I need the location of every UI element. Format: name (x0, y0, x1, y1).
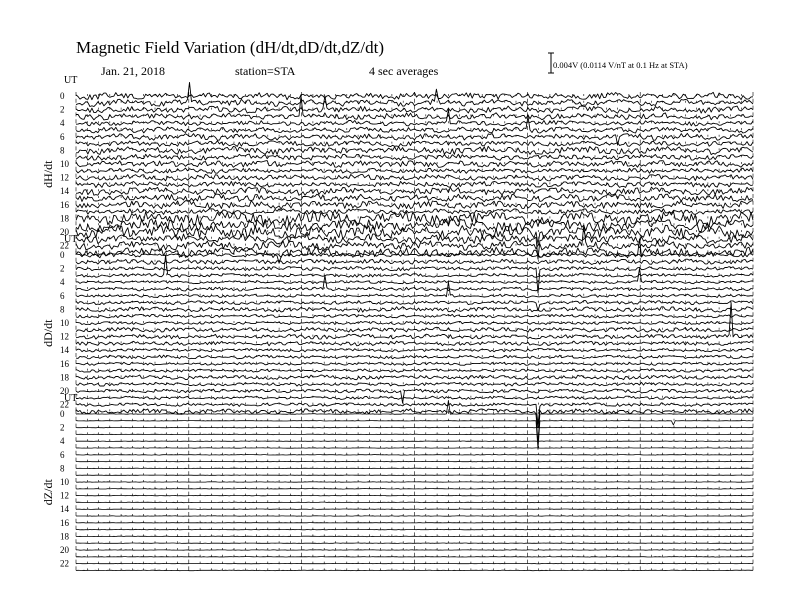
ut-label: UT (64, 393, 78, 404)
hour-tick-label: 20 (60, 386, 69, 396)
hour-tick-label: 0 (60, 250, 65, 260)
hour-tick-label: 4 (60, 277, 65, 288)
scale-label: 0.004V (0.0114 V/nT at 0.1 Hz at STA) (553, 60, 688, 70)
minute-ticks (76, 539, 753, 543)
hour-tick-label: 20 (60, 545, 69, 555)
minute-ticks (76, 160, 753, 164)
minute-ticks (76, 519, 753, 523)
hour-tick-label: 14 (60, 186, 69, 197)
minute-ticks (76, 401, 753, 405)
hour-tick-label: 6 (60, 290, 65, 301)
chart-title: Magnetic Field Variation (dH/dt,dD/dt,dZ/dt) (76, 38, 385, 57)
minute-ticks (76, 566, 753, 570)
minute-ticks (76, 498, 753, 502)
trace-line (76, 557, 753, 558)
hour-tick-label: 14 (60, 504, 69, 515)
trace-line (76, 536, 753, 537)
minute-ticks (76, 532, 753, 536)
hour-tick-label: 16 (60, 358, 69, 369)
minute-ticks (76, 417, 753, 421)
hour-tick-label: 18 (60, 372, 69, 383)
minute-ticks (76, 560, 753, 564)
minute-ticks (76, 444, 753, 448)
hour-tick-label: 12 (60, 331, 69, 342)
ut-label: UT (64, 75, 78, 86)
minute-ticks (76, 235, 753, 239)
minute-ticks (76, 485, 753, 489)
minute-ticks (76, 471, 753, 475)
hour-tick-label: 12 (60, 172, 69, 183)
hour-tick-label: 8 (60, 145, 65, 156)
minute-ticks (76, 464, 753, 468)
panel-ylabel: dZ/dt (41, 479, 55, 506)
hour-tick-label: 2 (60, 263, 65, 274)
hour-tick-label: 18 (60, 531, 69, 542)
minute-ticks (76, 505, 753, 509)
date-label: Jan. 21, 2018 (101, 64, 165, 78)
hour-tick-label: 2 (60, 104, 65, 115)
hour-tick-label: 10 (60, 477, 69, 487)
hour-tick-label: 2 (60, 422, 65, 433)
minute-ticks (76, 492, 753, 496)
trace-line (76, 96, 753, 113)
hour-tick-label: 22 (60, 399, 69, 410)
trace-line (76, 400, 753, 442)
hour-tick-label: 14 (60, 345, 69, 356)
station-label: station=STA (235, 64, 296, 78)
minute-ticks (76, 424, 753, 428)
minute-ticks (76, 437, 753, 441)
hour-tick-label: 8 (60, 304, 65, 315)
trace-line (76, 570, 753, 571)
hour-tick-label: 22 (60, 558, 69, 569)
hour-tick-label: 10 (60, 318, 69, 328)
minute-ticks (76, 451, 753, 455)
minute-ticks (76, 373, 753, 377)
minute-ticks (76, 208, 753, 212)
minute-ticks (76, 430, 753, 434)
minute-ticks (76, 458, 753, 462)
hour-tick-label: 6 (60, 131, 65, 142)
hour-tick-label: 8 (60, 463, 65, 474)
hour-tick-label: 4 (60, 118, 65, 129)
hour-tick-label: 20 (60, 227, 69, 237)
hour-tick-label: 10 (60, 159, 69, 169)
trace-line (76, 434, 753, 435)
minute-ticks (76, 553, 753, 557)
hour-tick-label: 16 (60, 517, 69, 528)
hour-tick-label: 4 (60, 436, 65, 447)
trace-line (76, 502, 753, 503)
averaging-label: 4 sec averages (369, 64, 439, 78)
panel-ylabel: dD/dt (41, 319, 55, 347)
trace-line (76, 529, 753, 530)
minute-ticks (76, 221, 753, 225)
minute-ticks (76, 180, 753, 184)
hour-tick-label: 12 (60, 490, 69, 501)
ut-label: UT (64, 234, 78, 245)
minute-ticks (76, 512, 753, 516)
minute-ticks (76, 546, 753, 550)
hour-tick-label: 0 (60, 409, 65, 419)
hour-tick-label: 16 (60, 199, 69, 210)
hour-tick-label: 18 (60, 213, 69, 224)
hour-tick-label: 0 (60, 91, 65, 101)
panel-ylabel: dH/dt (41, 160, 55, 188)
minute-ticks (76, 526, 753, 530)
hour-tick-label: 6 (60, 449, 65, 460)
minute-ticks (76, 380, 753, 384)
hour-tick-label: 22 (60, 240, 69, 251)
minute-ticks (76, 99, 753, 103)
